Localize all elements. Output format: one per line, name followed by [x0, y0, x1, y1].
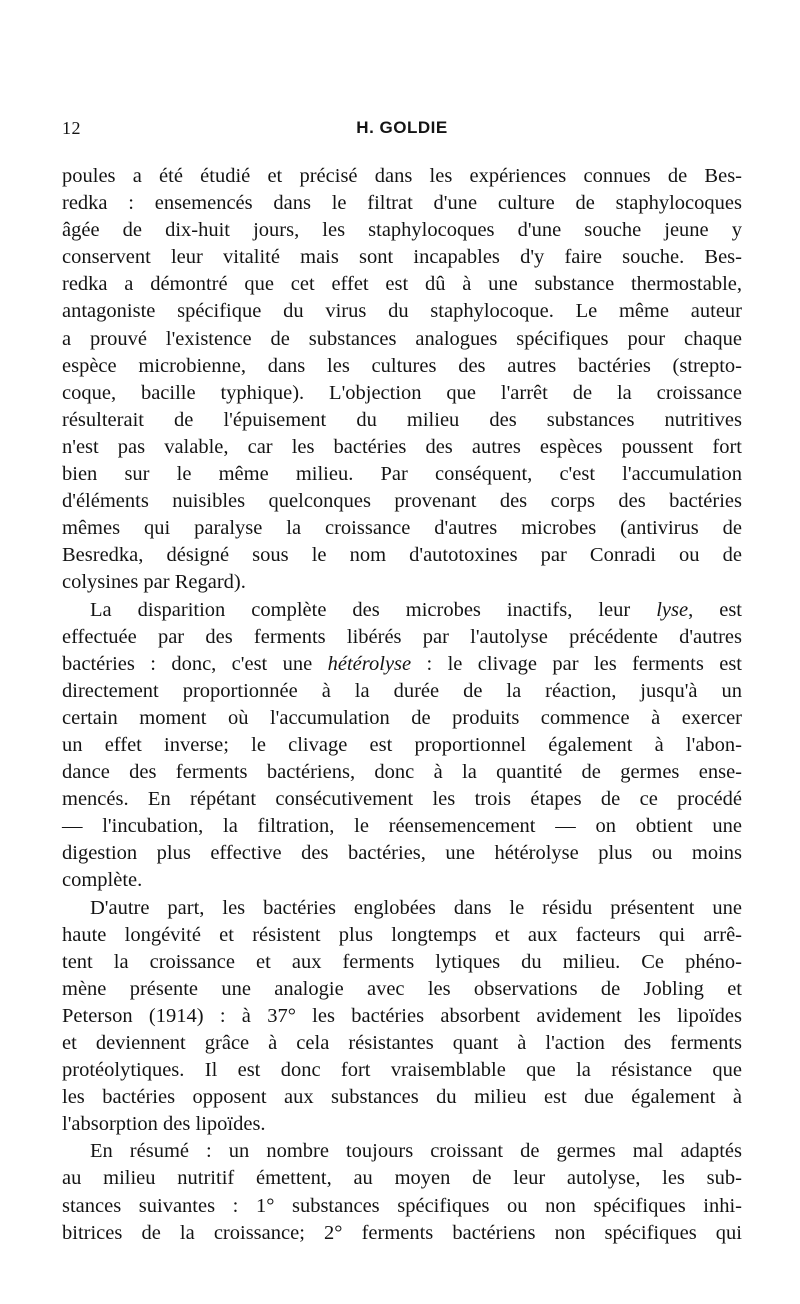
text-line: bitrices de la croissance; 2° ferments bactériens non spécifiques qui — [62, 1221, 742, 1244]
text-line: directement proportionnée à la durée de la réaction, jusqu'à un — [62, 679, 742, 702]
text-line: résulterait de l'épuisement du milieu des substances nutritives — [62, 408, 742, 431]
text-line: redka : ensemencés dans le filtrat d'une culture de staphylocoques — [62, 192, 742, 215]
text-line: un effet inverse; le clivage est proportionnel également à l'abon- — [62, 733, 742, 756]
text-line: conservent leur vitalité mais sont incapables d'y faire souche. Bes- — [62, 246, 742, 269]
text-line: poules a été étudié et précisé dans les expériences connues de Bes- — [62, 165, 742, 187]
text-line: Besredka, désigné sous le nom d'autotoxines par Conradi ou de — [62, 544, 742, 567]
text-line: complète. — [62, 869, 143, 892]
paragraph — [62, 597, 742, 895]
text-line: n'est pas valable, car les bactéries des autres espèces poussent fort — [62, 435, 742, 458]
text-line: antagoniste spécifique du virus du staphylocoque. Le même auteur — [62, 300, 742, 323]
text-line: colysines par Regard). — [62, 571, 246, 594]
text-line: mencés. En répétant consécutivement les trois étapes de ce procédé — [62, 788, 742, 811]
text-line: En résumé : un nombre toujours croissant de germes mal adaptés — [90, 1140, 742, 1163]
running-head-author: H. GOLDIE — [356, 118, 448, 137]
text-line: Peterson (1914) : à 37° les bactéries absorbent avidement les lipoïdes — [62, 1004, 742, 1027]
paragraph — [62, 1138, 742, 1246]
text-line: digestion plus effective des bactéries, une hétérolyse plus ou moins — [62, 842, 742, 865]
text-line: effectuée par des ferments libérés par l'autolyse précédente d'autres — [62, 625, 742, 648]
text-line: l'absorption des lipoïdes. — [62, 1113, 266, 1136]
text-line: bien sur le même milieu. Par conséquent, c'est l'accumulation — [62, 463, 742, 486]
text-line: redka a démontré que cet effet est dû à une substance thermostable, — [62, 273, 742, 296]
text-line: les bactéries opposent aux substances du milieu est due également à — [62, 1086, 742, 1109]
text-line: La disparition complète des microbes inactifs, leur lyse, est — [90, 598, 742, 621]
text-line: a prouvé l'existence de substances analogues spécifiques pour chaque — [62, 327, 742, 350]
page-number: 12 — [62, 118, 81, 138]
text-line: d'éléments nuisibles quelconques provenant des corps des bactéries — [62, 490, 742, 513]
text-line: et deviennent grâce à cela résistantes quant à l'action des ferments — [62, 1032, 742, 1054]
text-line: bactéries : donc, c'est une hétérolyse : le clivage par les ferments est — [62, 652, 742, 675]
text-line: haute longévité et résistent plus longtemps et aux facteurs qui arrê- — [62, 923, 742, 946]
text-line: protéolytiques. Il est donc fort vraisemblable que la résistance que — [62, 1059, 742, 1082]
body-text — [62, 163, 742, 1247]
text-line: stances suivantes : 1° substances spécifiques ou non spécifiques inhi- — [62, 1194, 742, 1217]
text-line: D'autre part, les bactéries englobées dans le résidu présentent une — [90, 896, 742, 919]
text-line: — l'incubation, la filtration, le réensemencement — on obtient une — [62, 815, 742, 838]
text-line: espèce microbienne, dans les cultures des autres bactéries (strepto- — [62, 354, 742, 377]
text-line: au milieu nutritif émettent, au moyen de leur autolyse, les sub- — [62, 1167, 742, 1190]
text-line: certain moment où l'accumulation de produits commence à exercer — [62, 706, 742, 729]
text-line: dance des ferments bactériens, donc à la quantité de germes ense- — [62, 761, 742, 784]
paragraph — [62, 163, 742, 597]
paragraph — [62, 895, 742, 1139]
page-header — [62, 118, 742, 146]
text-line: tent la croissance et aux ferments lytiques du milieu. Ce phéno- — [62, 950, 742, 973]
text-line: coque, bacille typhique). L'objection que l'arrêt de la croissance — [62, 381, 742, 404]
text-line: âgée de dix-huit jours, les staphylocoques d'une souche jeune y — [62, 219, 742, 242]
text-line: mêmes qui paralyse la croissance d'autres microbes (antivirus de — [62, 517, 742, 540]
text-line: mène présente une analogie avec les observations de Jobling et — [62, 977, 742, 1000]
